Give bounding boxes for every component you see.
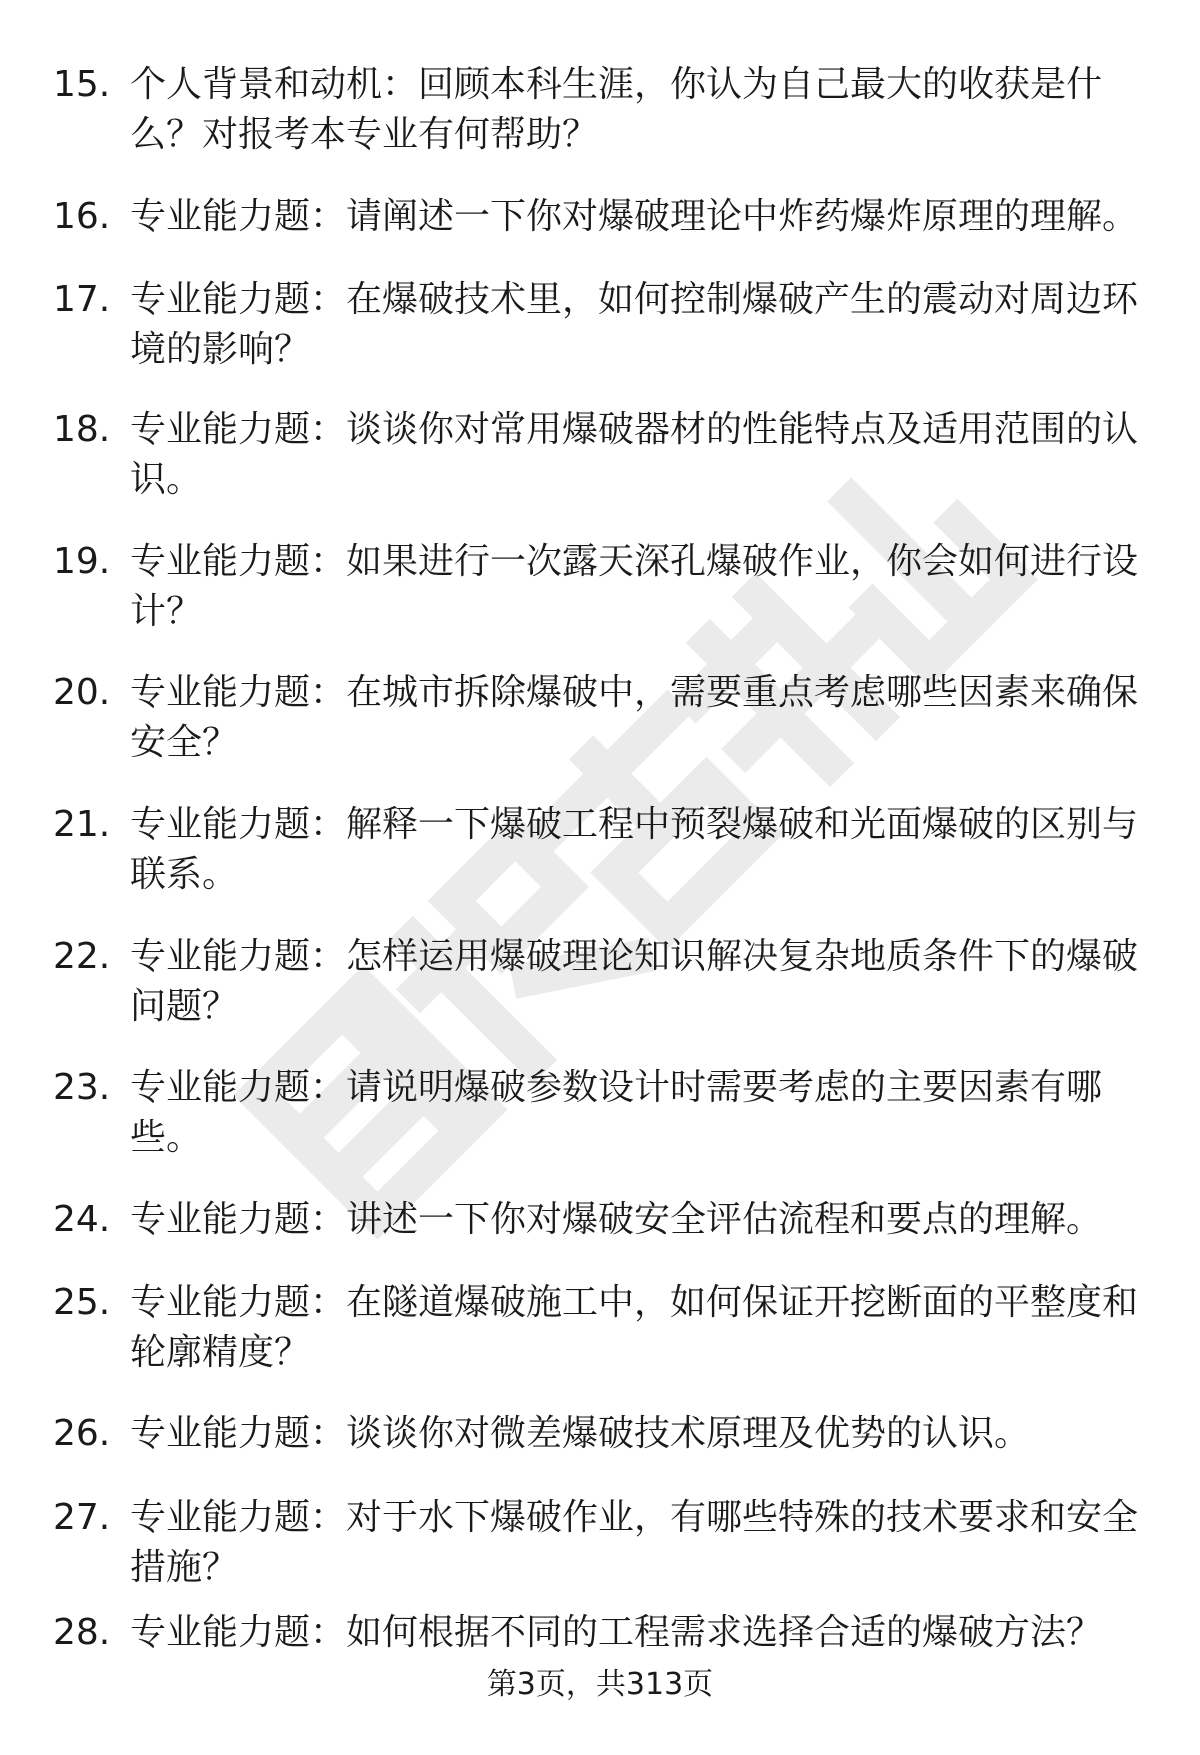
question-number: 27. — [53, 1497, 111, 1538]
question-text: 专业能力题：在爆破技术里，如何控制爆破产生的震动对周边环境的影响？ — [130, 279, 1139, 370]
question-number: 24. — [53, 1199, 111, 1240]
question-number: 20. — [53, 672, 111, 713]
question-text: 个人背景和动机：回顾本科生涯，你认为自己最大的收获是什么？对报考本专业有何帮助？ — [130, 64, 1103, 155]
question-number: 22. — [53, 936, 111, 977]
question-number: 19. — [53, 541, 111, 582]
question-text: 专业能力题：谈谈你对常用爆破器材的性能特点及适用范围的认识。 — [130, 409, 1139, 500]
question-number: 23. — [53, 1067, 111, 1108]
question-text: 专业能力题：对于水下爆破作业，有哪些特殊的技术要求和安全措施？ — [130, 1497, 1139, 1588]
question-text: 专业能力题：请说明爆破参数设计时需要考虑的主要因素有哪些。 — [130, 1067, 1103, 1158]
question-number: 15. — [53, 64, 111, 105]
question-text: 专业能力题：请阐述一下你对爆破理论中炸药爆炸原理的理解。 — [130, 196, 1139, 237]
question-text: 专业能力题：如何根据不同的工程需求选择合适的爆破方法？ — [130, 1612, 1103, 1653]
question-number: 26. — [53, 1413, 111, 1454]
question-text: 专业能力题：解释一下爆破工程中预裂爆破和光面爆破的区别与联系。 — [130, 804, 1139, 895]
question-number: 28. — [53, 1612, 111, 1653]
question-number: 18. — [53, 409, 111, 450]
question-number: 17. — [53, 279, 111, 320]
question-text: 专业能力题：谈谈你对微差爆破技术原理及优势的认识。 — [130, 1413, 1031, 1454]
question-text: 专业能力题：在城市拆除爆破中，需要重点考虑哪些因素来确保安全？ — [130, 672, 1139, 763]
question-number: 25. — [53, 1282, 111, 1323]
question-number: 21. — [53, 804, 111, 845]
question-text: 专业能力题：讲述一下你对爆破安全评估流程和要点的理解。 — [130, 1199, 1103, 1240]
question-text: 专业能力题：怎样运用爆破理论知识解决复杂地质条件下的爆破问题？ — [130, 936, 1139, 1027]
question-number: 16. — [53, 196, 111, 237]
page-footer: 第3页，共313页 — [486, 1667, 714, 1702]
question-text: 专业能力题：如果进行一次露天深孔爆破作业，你会如何进行设计？ — [130, 541, 1139, 632]
question-text: 专业能力题：在隧道爆破施工中，如何保证开挖断面的平整度和轮廓精度？ — [130, 1282, 1139, 1373]
